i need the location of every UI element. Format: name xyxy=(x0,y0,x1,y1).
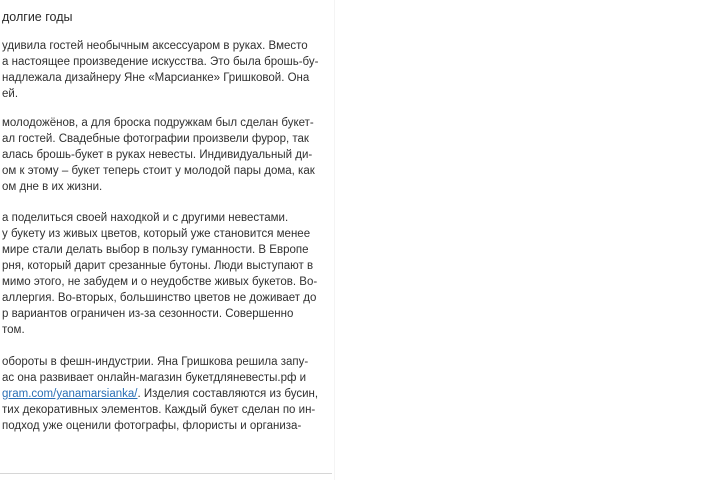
document-page xyxy=(0,0,336,480)
page-bottom-rule xyxy=(0,473,332,474)
text-line: надлежала дизайнеру Яне «Марсианке» Гришковой. Она xyxy=(2,72,310,84)
paragraph-1 xyxy=(2,38,318,102)
text-line: том. xyxy=(2,324,25,336)
text-line: удивила гостей необычным аксессуаром в руках. Вместо xyxy=(2,40,308,52)
text-line: подход уже оценили фотографы, флористы и организа- xyxy=(2,420,302,432)
article-heading: долгие годы xyxy=(2,10,73,24)
text-line-with-link xyxy=(2,386,318,402)
text-line: алась брошь-букет в руках невесты. Индивидуальный ди- xyxy=(2,149,313,161)
text-line: обороты в фешн-индустрии. Яна Гришкова решила запу- xyxy=(2,356,309,368)
text-line: молодожёнов, а для броска подружкам был сделан букет- xyxy=(2,117,314,129)
text-line: ом к этому – букет теперь стоит у молодой пары дома, как xyxy=(2,165,315,177)
paragraph-4 xyxy=(2,354,318,434)
paragraph-3 xyxy=(2,210,317,338)
page-edge xyxy=(334,0,335,480)
text-line: ом дне в их жизни. xyxy=(2,181,103,193)
text-line: рня, который дарит срезанные бутоны. Люди выступают в xyxy=(2,260,314,272)
text-line: ас она развивает онлайн-магазин букетдляневесты.рф и xyxy=(2,372,307,384)
text-line: р вариантов ограничен из-за сезонности. Совершенно xyxy=(2,308,294,320)
instagram-link[interactable]: gram.com/yanamarsianka/ xyxy=(2,388,138,400)
text-line: а настоящее произведение искусства. Это была брошь-бу- xyxy=(2,56,319,68)
text-line: у букету из живых цветов, который уже становится менее xyxy=(2,228,311,240)
paragraph-2 xyxy=(2,115,315,195)
link-trailing-text: . Изделия составляются из бусин, xyxy=(137,388,319,400)
text-line: мимо этого, не забудем и о неудобстве живых букетов. Во- xyxy=(2,276,318,288)
text-line: аллергия. Во-вторых, большинство цветов не доживает до xyxy=(2,292,317,304)
text-line: мире стали делать выбор в пользу гуманности. В Европе xyxy=(2,244,309,256)
text-line: ей. xyxy=(2,88,19,100)
text-line: тих декоративных элементов. Каждый букет сделан по ин- xyxy=(2,404,316,416)
text-line: а поделиться своей находкой и с другими невестами. xyxy=(2,212,289,224)
text-line: ал гостей. Свадебные фотографии произвели фурор, так xyxy=(2,133,309,145)
